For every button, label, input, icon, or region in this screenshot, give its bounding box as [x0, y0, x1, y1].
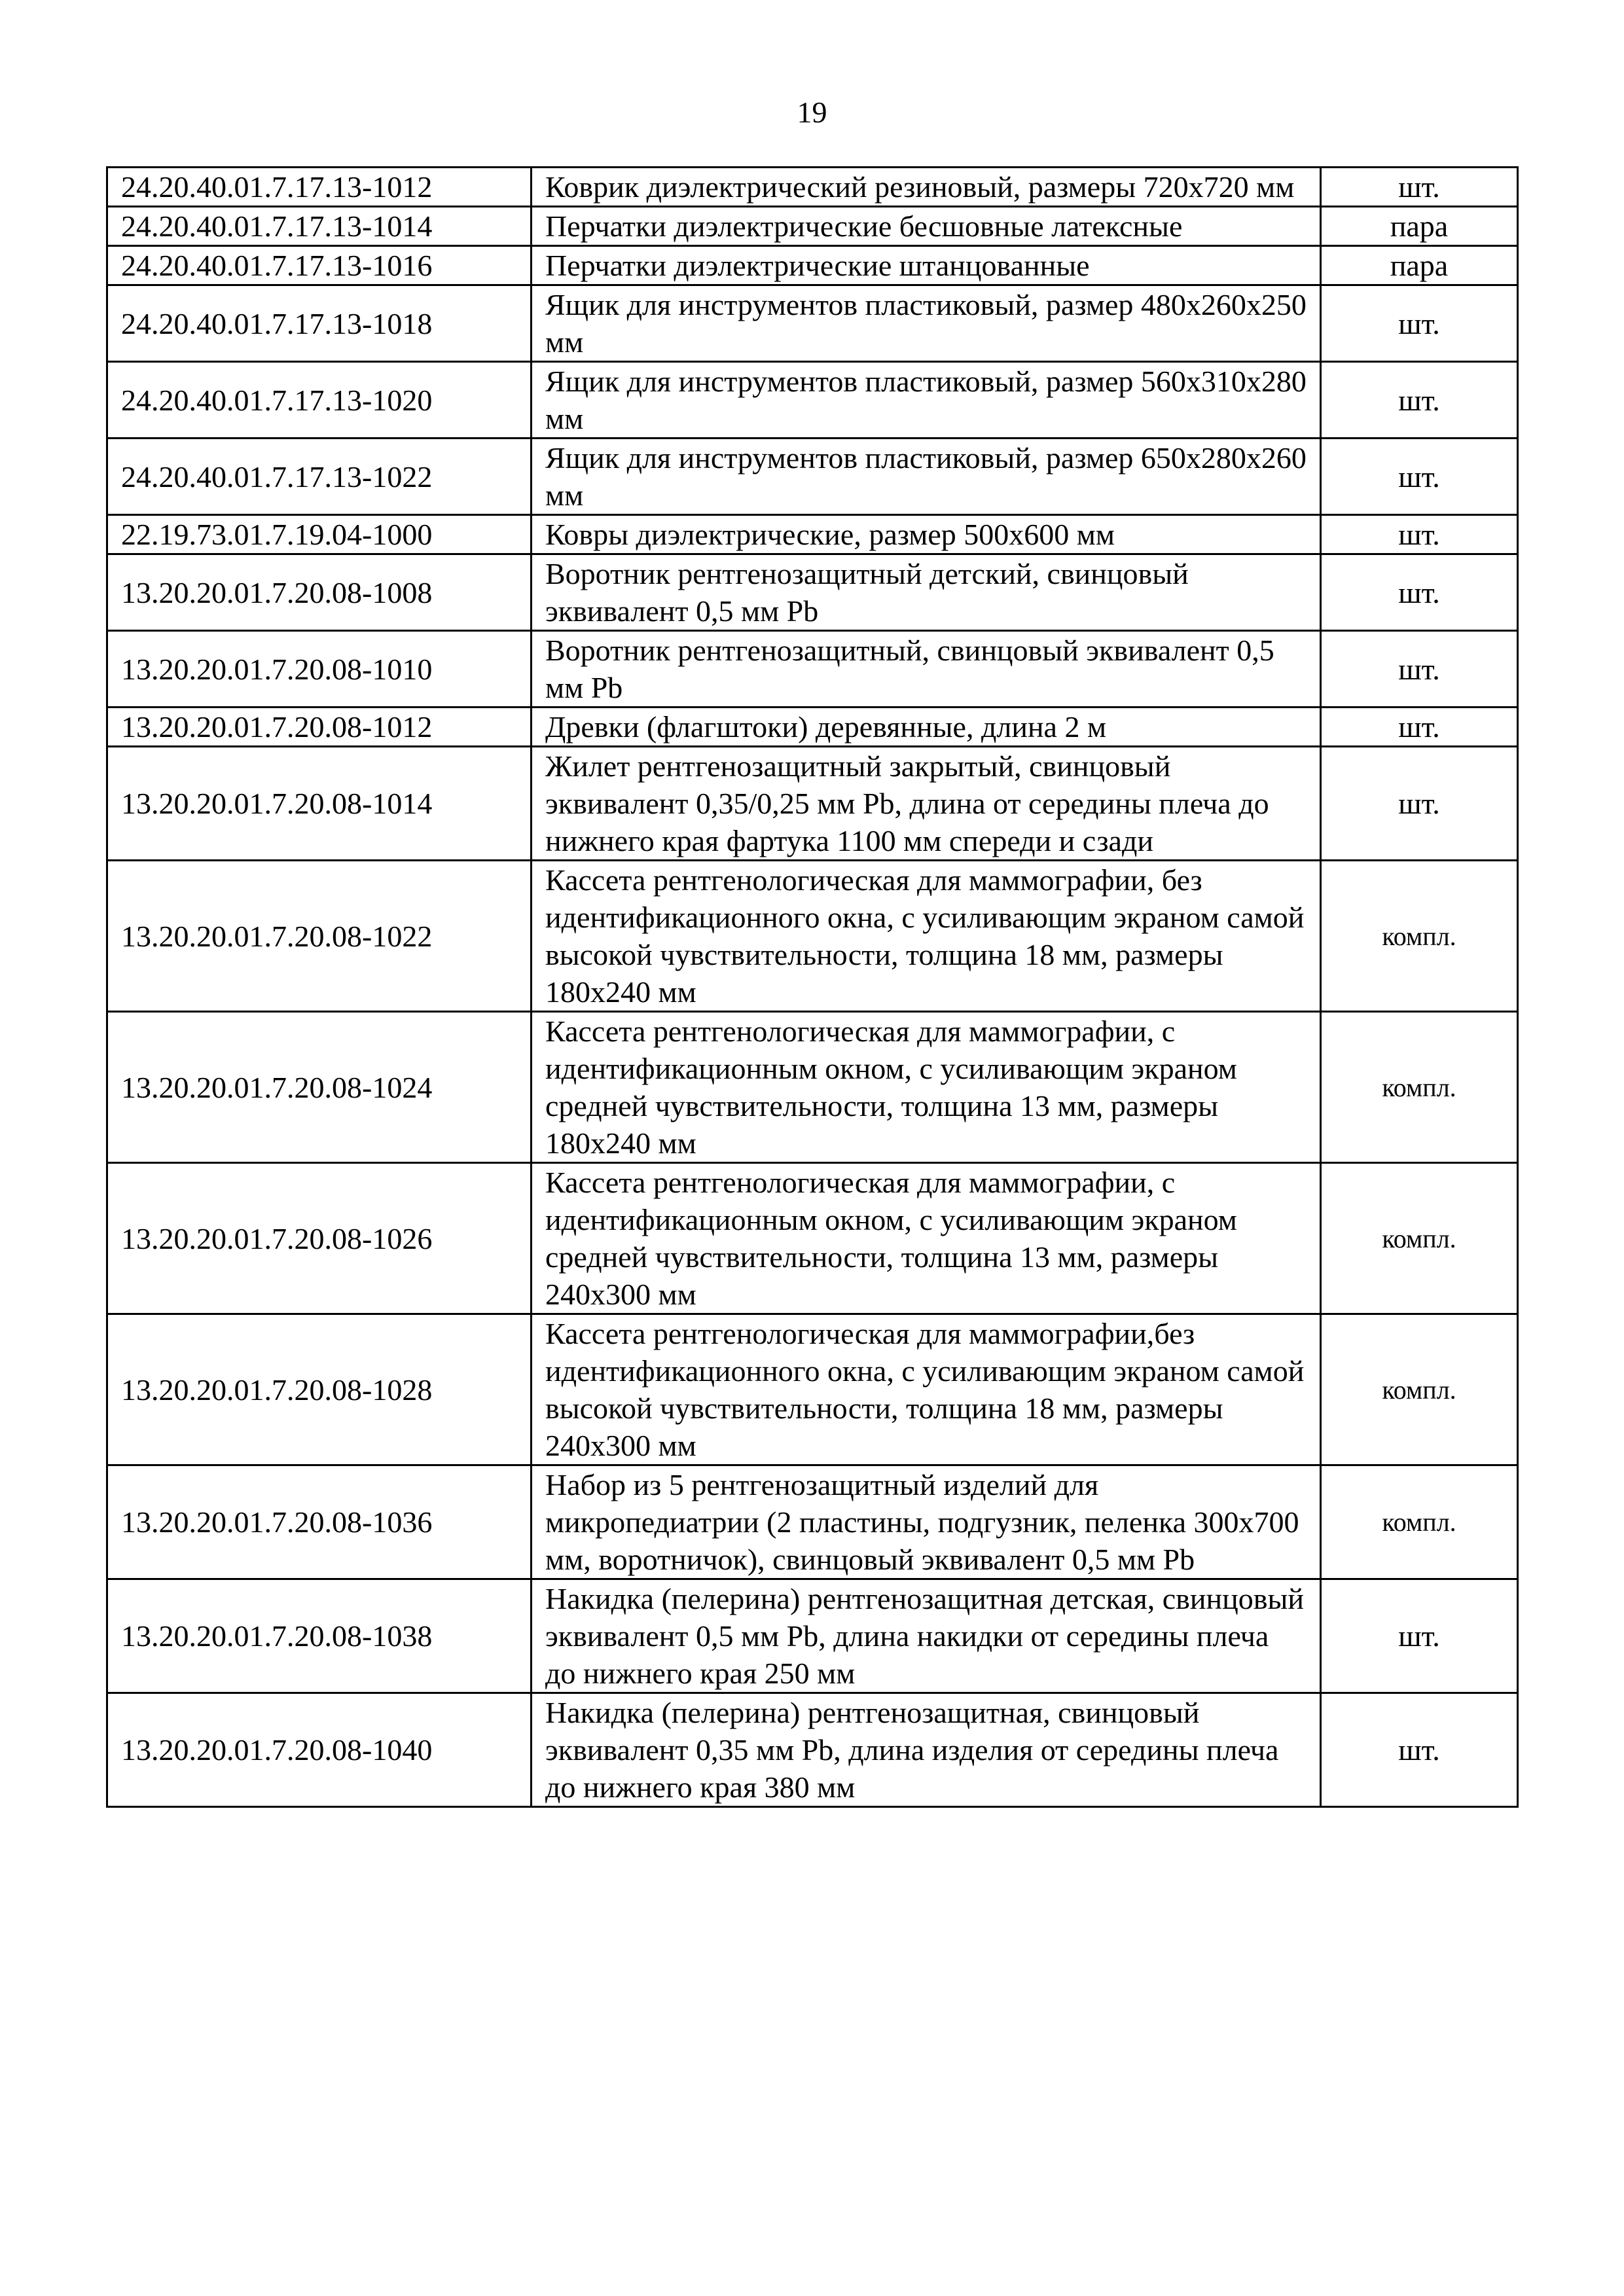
item-unit: компл. — [1321, 1314, 1518, 1465]
item-description: Накидка (пелерина) рентгенозащитная, свинцовый эквивалент 0,35 мм Pb, длина изделия от середины плеча до нижнего края 380 мм — [532, 1693, 1321, 1807]
item-code: 13.20.20.01.7.20.08-1038 — [107, 1579, 532, 1693]
item-code: 13.20.20.01.7.20.08-1022 — [107, 861, 532, 1012]
item-code: 13.20.20.01.7.20.08-1014 — [107, 747, 532, 861]
item-code: 24.20.40.01.7.17.13-1012 — [107, 168, 532, 207]
item-description: Древки (флагштоки) деревянные, длина 2 м — [532, 708, 1321, 747]
item-description: Жилет рентгенозащитный закрытый, свинцовый эквивалент 0,35/0,25 мм Pb, длина от середины плеча до нижнего края фартука 1100 мм спереди и сзади — [532, 747, 1321, 861]
table-row — [107, 439, 1518, 515]
table-row — [107, 168, 1518, 207]
table-row — [107, 1465, 1518, 1579]
item-unit: шт. — [1321, 708, 1518, 747]
item-unit: шт. — [1321, 1579, 1518, 1693]
item-description: Ящик для инструментов пластиковый, размер 480х260х250 мм — [532, 285, 1321, 362]
table-row — [107, 1012, 1518, 1163]
item-unit: компл. — [1321, 861, 1518, 1012]
catalog-table-body — [107, 168, 1518, 1807]
item-code: 24.20.40.01.7.17.13-1022 — [107, 439, 532, 515]
item-unit: компл. — [1321, 1465, 1518, 1579]
item-unit: шт. — [1321, 747, 1518, 861]
item-unit: шт. — [1321, 515, 1518, 554]
item-code: 13.20.20.01.7.20.08-1040 — [107, 1693, 532, 1807]
table-row — [107, 861, 1518, 1012]
item-unit: компл. — [1321, 1163, 1518, 1314]
item-description: Воротник рентгенозащитный детский, свинцовый эквивалент 0,5 мм Pb — [532, 554, 1321, 631]
item-description: Кассета рентгенологическая для маммографии, с идентификационным окном, с усиливающим экраном средней чувствительности, толщина 13 мм, размеры 240х300 мм — [532, 1163, 1321, 1314]
item-unit: шт. — [1321, 554, 1518, 631]
item-code: 24.20.40.01.7.17.13-1014 — [107, 207, 532, 246]
item-code: 13.20.20.01.7.20.08-1026 — [107, 1163, 532, 1314]
item-description: Ящик для инструментов пластиковый, размер 560х310х280 мм — [532, 362, 1321, 439]
item-description: Перчатки диэлектрические бесшовные латексные — [532, 207, 1321, 246]
item-description: Ящик для инструментов пластиковый, размер 650х280х260 мм — [532, 439, 1321, 515]
item-unit: пара — [1321, 207, 1518, 246]
item-code: 22.19.73.01.7.19.04-1000 — [107, 515, 532, 554]
table-row — [107, 554, 1518, 631]
item-unit: шт. — [1321, 362, 1518, 439]
table-row — [107, 708, 1518, 747]
item-code: 13.20.20.01.7.20.08-1010 — [107, 631, 532, 708]
item-unit: шт. — [1321, 285, 1518, 362]
item-description: Коврик диэлектрический резиновый, размеры 720х720 мм — [532, 168, 1321, 207]
item-description: Накидка (пелерина) рентгенозащитная детская, свинцовый эквивалент 0,5 мм Pb, длина накидки от середины плеча до нижнего края 250 мм — [532, 1579, 1321, 1693]
item-unit: шт. — [1321, 1693, 1518, 1807]
table-row — [107, 515, 1518, 554]
item-code: 13.20.20.01.7.20.08-1008 — [107, 554, 532, 631]
item-description: Набор из 5 рентгенозащитный изделий для микропедиатрии (2 пластины, подгузник, пеленка 300х700 мм, воротничок), свинцовый эквивалент 0,5 мм Pb — [532, 1465, 1321, 1579]
table-row — [107, 631, 1518, 708]
table-row — [107, 1579, 1518, 1693]
table-row — [107, 207, 1518, 246]
item-unit: шт. — [1321, 439, 1518, 515]
item-unit: шт. — [1321, 168, 1518, 207]
item-description: Воротник рентгенозащитный, свинцовый эквивалент 0,5 мм Pb — [532, 631, 1321, 708]
item-code: 13.20.20.01.7.20.08-1028 — [107, 1314, 532, 1465]
table-row — [107, 747, 1518, 861]
item-description: Кассета рентгенологическая для маммографии,без идентификационного окна, с усиливающим экраном самой высокой чувствительности, толщина 18 мм, размеры 240х300 мм — [532, 1314, 1321, 1465]
table-row — [107, 1693, 1518, 1807]
table-row — [107, 246, 1518, 285]
item-unit: шт. — [1321, 631, 1518, 708]
item-description: Кассета рентгенологическая для маммографии, без идентификационного окна, с усиливающим экраном самой высокой чувствительности, толщина 18 мм, размеры 180х240 мм — [532, 861, 1321, 1012]
item-code: 13.20.20.01.7.20.08-1012 — [107, 708, 532, 747]
item-code: 24.20.40.01.7.17.13-1018 — [107, 285, 532, 362]
item-description: Кассета рентгенологическая для маммографии, с идентификационным окном, с усиливающим экраном средней чувствительности, толщина 13 мм, размеры 180х240 мм — [532, 1012, 1321, 1163]
item-code: 24.20.40.01.7.17.13-1016 — [107, 246, 532, 285]
page-number: 19 — [797, 96, 827, 129]
table-row — [107, 362, 1518, 439]
item-code: 24.20.40.01.7.17.13-1020 — [107, 362, 532, 439]
item-unit: пара — [1321, 246, 1518, 285]
item-description: Перчатки диэлектрические штанцованные — [532, 246, 1321, 285]
item-description: Ковры диэлектрические, размер 500х600 мм — [532, 515, 1321, 554]
table-row — [107, 1163, 1518, 1314]
table-row — [107, 285, 1518, 362]
item-code: 13.20.20.01.7.20.08-1024 — [107, 1012, 532, 1163]
table-row — [107, 1314, 1518, 1465]
catalog-table — [106, 166, 1519, 1808]
item-code: 13.20.20.01.7.20.08-1036 — [107, 1465, 532, 1579]
item-unit: компл. — [1321, 1012, 1518, 1163]
